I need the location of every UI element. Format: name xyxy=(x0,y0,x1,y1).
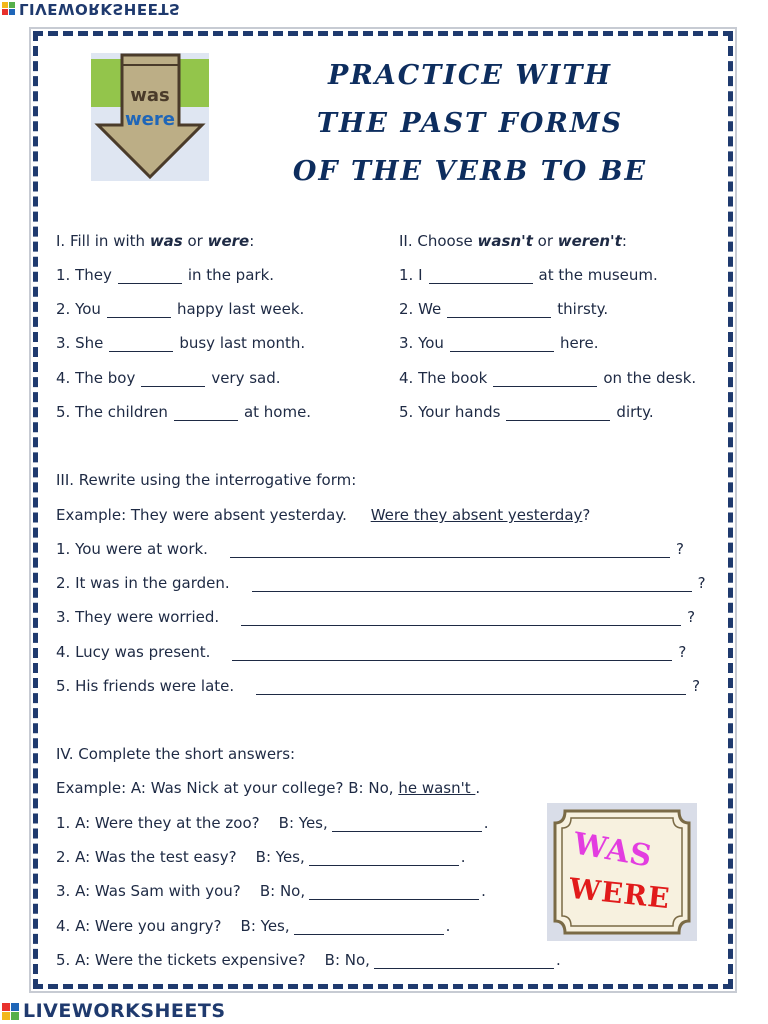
section-1-item: 3. She busy last month. xyxy=(56,334,306,352)
answer-blank-2-4[interactable] xyxy=(493,372,597,387)
liveworksheets-logo-bottom[interactable] xyxy=(2,1000,226,1022)
section-1-item: 5. The children at home. xyxy=(56,403,312,421)
section-3-item: 3. They were worried. ? xyxy=(56,608,696,626)
section-3-item: 5. His friends were late. ? xyxy=(56,677,701,695)
section-2-item: 3. You here. xyxy=(399,334,599,352)
answer-blank-2-3[interactable] xyxy=(450,337,554,352)
section-4-item: 4. A: Were you angry? B: Yes, . xyxy=(56,917,451,935)
answer-blank-4-1[interactable] xyxy=(332,817,482,832)
was-were-stamp-image xyxy=(547,803,697,941)
stamp-were-text: WERE xyxy=(567,871,672,916)
logo-was-text: was xyxy=(130,85,170,106)
section-3-heading: III. Rewrite using the interrogative form: xyxy=(56,471,357,489)
liveworksheets-logo-top xyxy=(2,0,180,18)
answer-blank-1-3[interactable] xyxy=(109,337,173,352)
example-answer: Were they absent yesterday xyxy=(370,506,583,524)
logo-were-text: were xyxy=(125,109,175,130)
section-1-heading: I. Fill in with was or were: xyxy=(56,232,255,250)
answer-blank-1-5[interactable] xyxy=(174,406,238,421)
brand-name: LIVEWORKSHEETS xyxy=(23,1000,226,1022)
section-4-item: 1. A: Were they at the zoo? B: Yes, . xyxy=(56,814,489,832)
section-2-item: 2. We thirsty. xyxy=(399,300,609,318)
answer-blank-4-2[interactable] xyxy=(309,851,459,866)
answer-blank-2-2[interactable] xyxy=(447,303,551,318)
answer-blank-2-5[interactable] xyxy=(506,406,610,421)
answer-blank-4-3[interactable] xyxy=(309,885,479,900)
answer-blank-3-3[interactable] xyxy=(241,611,681,626)
section-3-item: 2. It was in the garden. ? xyxy=(56,574,706,592)
section-4-example: Example: A: Was Nick at your college? B: No, he wasn't . xyxy=(56,779,481,797)
answer-blank-2-1[interactable] xyxy=(429,269,533,284)
section-4-item: 3. A: Was Sam with you? B: No, . xyxy=(56,882,486,900)
answer-blank-3-4[interactable] xyxy=(232,646,672,661)
section-1-item: 1. They in the park. xyxy=(56,266,275,284)
section-3-item: 4. Lucy was present. ? xyxy=(56,643,687,661)
answer-blank-1-2[interactable] xyxy=(107,303,171,318)
answer-blank-4-4[interactable] xyxy=(294,920,444,935)
answer-blank-3-5[interactable] xyxy=(256,680,686,695)
title-line-2: THE PAST FORMS xyxy=(316,108,624,139)
answer-blank-3-2[interactable] xyxy=(252,577,692,592)
section-2-heading: II. Choose wasn't or weren't: xyxy=(399,232,627,250)
brand-squares-icon xyxy=(2,1003,19,1020)
section-4-item: 5. A: Were the tickets expensive? B: No, . xyxy=(56,951,561,969)
stamp-was-text: WAS xyxy=(570,826,656,875)
answer-blank-1-4[interactable] xyxy=(141,372,205,387)
section-3-item: 1. You were at work. ? xyxy=(56,540,684,558)
section-3-example: Example: They were absent yesterday. Were they absent yesterday? xyxy=(56,506,591,524)
answer-blank-4-5[interactable] xyxy=(374,954,554,969)
worksheet-title xyxy=(250,52,690,196)
section-1-item: 4. The boy very sad. xyxy=(56,369,281,387)
brand-name: LIVEWORKSHEETS xyxy=(19,0,181,18)
section-4-heading: IV. Complete the short answers: xyxy=(56,745,296,763)
title-line-1: PRACTICE WITH xyxy=(328,60,612,91)
section-4-item: 2. A: Was the test easy? B: Yes, . xyxy=(56,848,466,866)
was-were-arrow-image xyxy=(91,53,209,181)
answer-blank-1-1[interactable] xyxy=(118,269,182,284)
title-line-3: OF THE VERB TO BE xyxy=(292,156,648,187)
example-short-answer: he wasn't xyxy=(398,779,476,797)
section-2-item: 1. I at the museum. xyxy=(399,266,658,284)
section-2-item: 5. Your hands dirty. xyxy=(399,403,654,421)
section-2-item: 4. The book on the desk. xyxy=(399,369,697,387)
answer-blank-3-1[interactable] xyxy=(230,543,670,558)
brand-squares-icon xyxy=(2,3,15,16)
section-1-item: 2. You happy last week. xyxy=(56,300,305,318)
